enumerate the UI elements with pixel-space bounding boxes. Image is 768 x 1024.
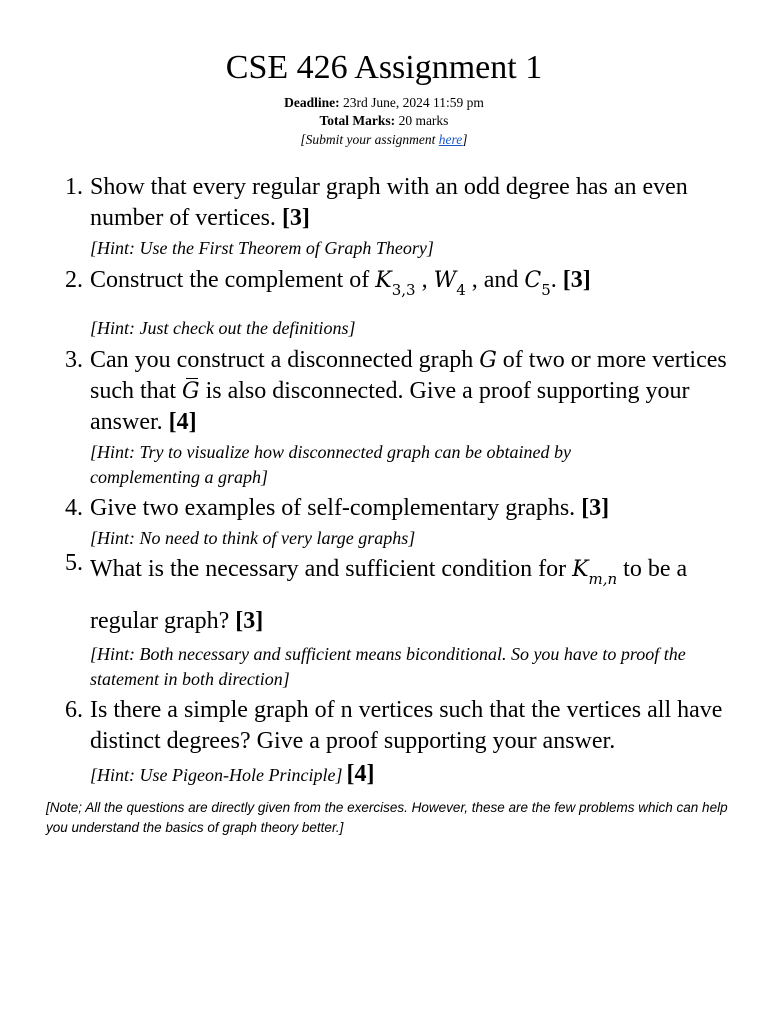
question-hint: [Hint: No need to think of very large graphs] (90, 528, 416, 548)
question-3 (65, 345, 730, 490)
cycle-graph-symbol: C (524, 268, 542, 293)
question-text: What is the necessary and sufficient condition for $K_{m,n}$ to be a regular graph? [3] (90, 556, 688, 634)
graph-symbol: G (479, 348, 497, 373)
total-marks-line (0, 112, 768, 130)
question-6 (65, 695, 730, 788)
question-hint: [Hint: Both necessary and sufficient means biconditional. So you have to proof the statement in both direction] (90, 644, 686, 689)
deadline-line (0, 94, 768, 112)
submit-suffix: ] (462, 132, 468, 147)
footnote: [Note; All the questions are directly given from the exercises. However, these are the few problems which can help you understand the basics of graph theory better.] (46, 800, 728, 835)
submit-link[interactable]: here (438, 132, 463, 147)
deadline-value: 23rd June, 2024 11:59 pm (343, 95, 484, 110)
question-number: 2. (65, 267, 83, 293)
question-number: 6. (65, 697, 83, 723)
question-4 (65, 493, 730, 551)
question-marks: [4] (346, 761, 375, 787)
total-marks-value: 20 marks (398, 113, 449, 128)
question-marks: [3] (281, 205, 310, 231)
question-text: Show that every regular graph with an odd degree has an even number of vertices. [3] (90, 174, 688, 231)
complete-bipartite-symbol: K (375, 268, 392, 293)
complete-bipartite-symbol: K (572, 557, 589, 582)
page-title: CSE 426 Assignment 1 (225, 49, 543, 86)
question-text: Is there a simple graph of n vertices such that the vertices all have distinct degrees? Give a proof supporting your answer. (90, 697, 723, 754)
question-marks: [3] (562, 267, 591, 293)
question-number: 1. (65, 174, 83, 200)
question-hint: [Hint: Try to visualize how disconnected graph can be obtained by complementing a graph] (90, 442, 571, 487)
question-text: Can you construct a disconnected graph G of two or more vertices such that G is also disconnected. Give a proof supporting your answer. [4] (90, 347, 727, 435)
question-marks: [3] (235, 608, 264, 634)
wheel-graph-symbol: W (433, 268, 457, 293)
question-hint-row (90, 761, 730, 788)
submit-line (0, 131, 768, 149)
question-hint: [Hint: Use Pigeon-Hole Principle] (90, 765, 343, 785)
question-5 (65, 548, 730, 692)
question-list (65, 172, 730, 788)
total-marks-label: Total Marks: (319, 113, 396, 128)
deadline-label: Deadline: (284, 95, 340, 110)
question-1 (65, 172, 730, 261)
question-number: 4. (65, 495, 83, 521)
submit-prefix: [Submit your assignment (300, 132, 439, 147)
question-number: 5. (65, 550, 83, 576)
question-2 (65, 265, 730, 341)
question-number: 3. (65, 347, 83, 373)
question-text: Give two examples of self-complementary graphs. [3] (90, 495, 610, 521)
question-text: Construct the complement of $K_{3,3}$ , $W_4$ , and $C_5$. [3] (90, 267, 591, 299)
complement-graph-symbol: G (182, 376, 200, 407)
question-marks: [3] (581, 495, 610, 521)
question-hint: [Hint: Use the First Theorem of Graph Theory] (90, 238, 434, 258)
question-hint: [Hint: Just check out the definitions] (90, 318, 356, 338)
question-marks: [4] (168, 409, 197, 435)
